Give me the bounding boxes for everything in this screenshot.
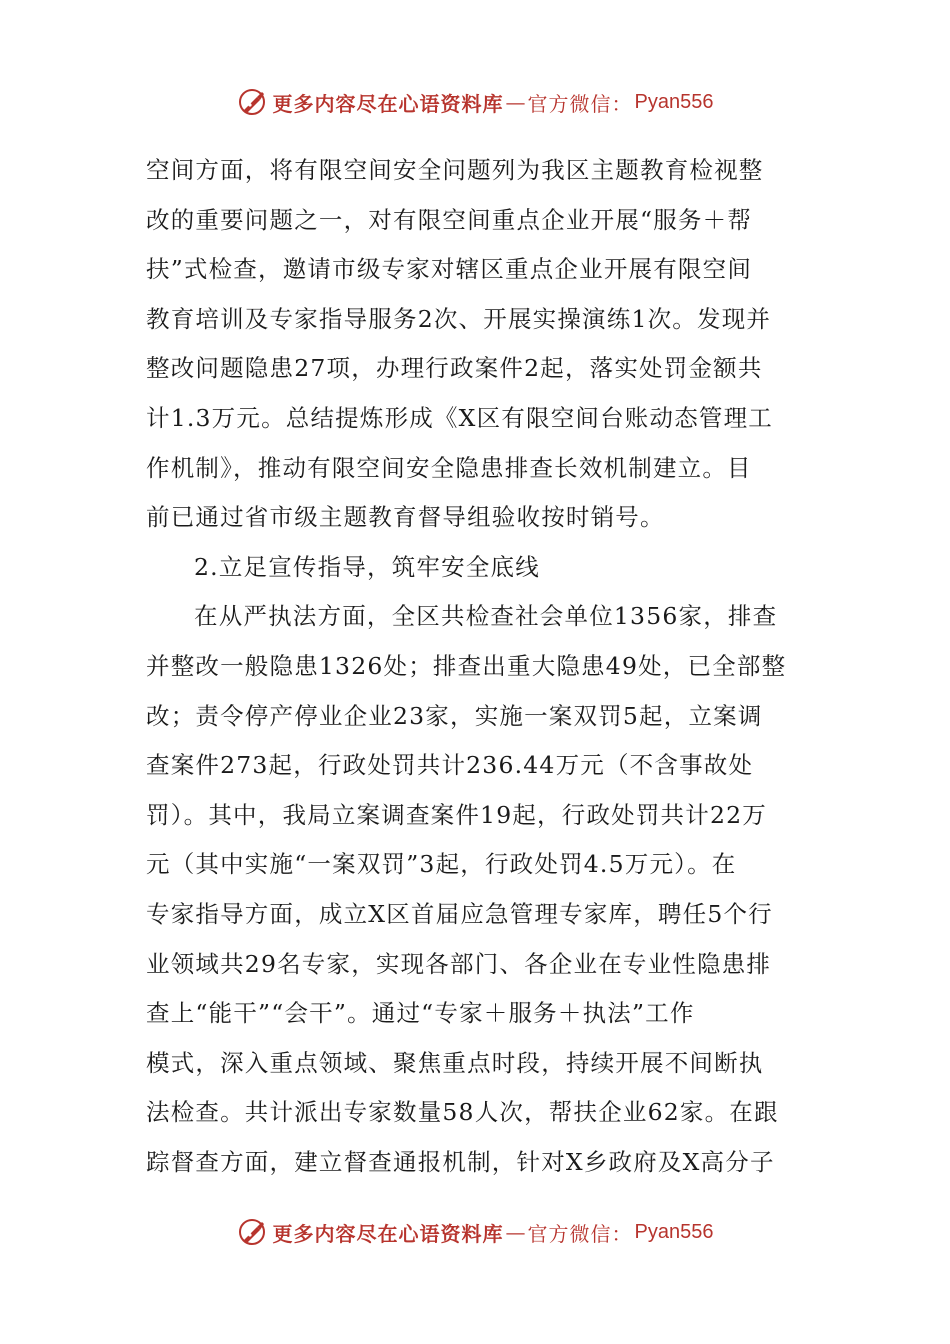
body-line: 作机制》，推动有限空间安全隐患排查长效机制建立。目 [146,453,752,482]
body-line: 教育培训及专家指导服务2次、开展实操演练1次。发现并 [146,304,772,333]
banner-site-name: 更多内容尽在心语资料库 [272,91,504,116]
footer-banner [0,1210,950,1254]
body-line: 元（其中实施“一案双罚”3起，行政处罚4.5万元）。在 [146,850,737,879]
banner-site-name: 更多内容尽在心语资料库 [272,1221,504,1246]
body-line: 并整改一般隐患1326处；排查出重大隐患49处，已全部整 [146,651,787,680]
body-line: 查上“能干”“会干”。通过“专家＋服务＋执法”工作 [146,999,695,1028]
body-line: 法检查。共计派出专家数量58人次，帮扶企业62家。在跟 [146,1098,779,1127]
banner-wechat-id: Pyan556 [634,90,714,113]
body-line: 罚）。其中，我局立案调查案件19起，行政处罚共计22万 [146,800,767,829]
body-line: 查案件273起，行政处罚共计236.44万元（不含事故处 [146,751,754,780]
pen-nib-logo-icon [237,1217,267,1247]
banner-dash: — [505,1220,526,1244]
body-line: 业领域共29名专家，实现各部门、各企业在专业性隐患排 [146,949,772,978]
section-heading: 2.立足宣传指导，筑牢安全底线 [194,552,540,581]
body-line: 模式，深入重点领域、聚焦重点时段，持续开展不间断执 [146,1048,764,1077]
banner-wechat-label: 官方微信： [527,91,633,116]
body-line: 改的重要问题之一，对有限空间重点企业开展“服务＋帮 [146,205,753,234]
body-line: 前已通过省市级主题教育督导组验收按时销号。 [146,503,665,532]
body-line: 在从严执法方面，全区共检查社会单位1356家，排查 [194,602,778,631]
body-line: 计1.3万元。总结提炼形成《X区有限空间台账动态管理工 [146,403,774,432]
banner-dash: — [505,90,526,114]
body-line: 扶”式检查，邀请市级专家对辖区重点企业开展有限空间 [146,255,753,284]
header-banner [0,80,950,124]
body-line: 改；责令停产停业企业23家，实施一案双罚5起，立案调 [146,701,763,730]
body-line: 踪督查方面，建立督查通报机制，针对X乡政府及X高分子 [146,1147,775,1176]
banner-wechat-id: Pyan556 [634,1220,714,1243]
body-line: 整改问题隐患27项，办理行政案件2起，落实处罚金额共 [146,354,763,383]
body-line: 空间方面，将有限空间安全问题列为我区主题教育检视整 [146,156,764,184]
banner-wechat-label: 官方微信： [527,1221,633,1246]
body-line: 专家指导方面，成立X区首届应急管理专家库，聘任5个行 [146,899,773,928]
document-body [146,146,806,1187]
pen-nib-logo-icon [237,87,267,117]
